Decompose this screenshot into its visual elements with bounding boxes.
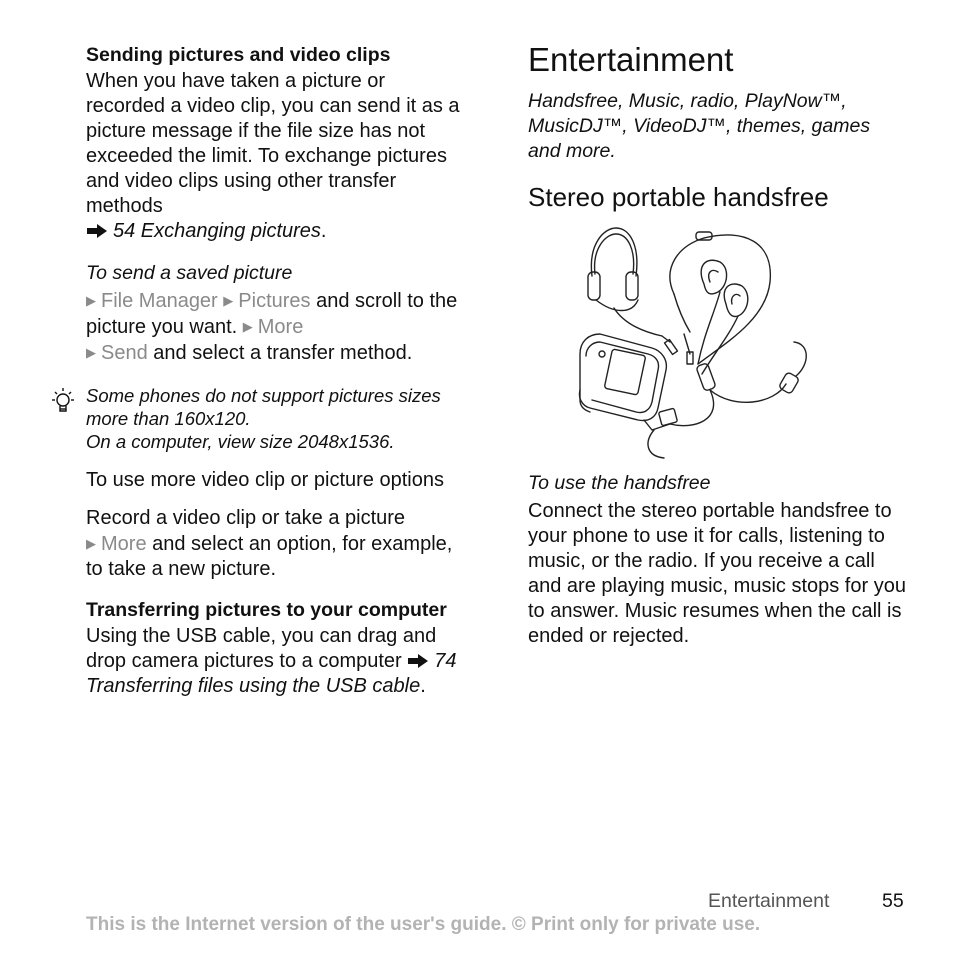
use-heading: To use the handsfree [528, 472, 711, 494]
triangle-right-icon: ▶ [223, 293, 234, 308]
left-column [86, 44, 466, 699]
arrow-right-icon [407, 653, 429, 669]
record-text2: and select an option, for example, to take a new picture. [86, 533, 453, 580]
more-options-text: To use more video clip or picture options [86, 469, 444, 491]
use-body: Connect the stereo portable handsfree to your phone to use it for calls, listening to music, or the radio. If you receive a call and are playing music, music stops for you to answer. Music resumes when the call is ended or rejected. [528, 500, 906, 647]
record-text1: Record a video clip or take a picture [86, 507, 406, 529]
menu-more: More [101, 533, 147, 555]
footer-section-name: Entertainment [708, 890, 830, 912]
send-saved-text2: and select a transfer method. [147, 342, 413, 364]
page-title: Entertainment [528, 41, 734, 78]
transfer-body-text: Using the USB cable, you can drag and drop camera pictures to a computer [86, 625, 437, 672]
send-saved-heading: To send a saved picture [86, 262, 293, 284]
tip-line1: Some phones do not support pictures sizes more than 160x120. [86, 385, 441, 429]
send-saved-steps [86, 288, 466, 366]
tip-line2: On a computer, view size 2048x1536. [86, 431, 395, 452]
arrow-right-icon [86, 223, 108, 239]
triangle-right-icon: ▶ [86, 536, 96, 551]
menu-pictures: Pictures [238, 290, 311, 312]
lightbulb-icon [48, 386, 78, 418]
sending-xref[interactable]: 54 Exchanging pictures [113, 220, 321, 242]
triangle-right-icon: ▶ [86, 345, 96, 360]
menu-file-manager: File Manager [101, 290, 218, 312]
transfer-body [86, 624, 466, 699]
sending-xref-tail: . [320, 220, 327, 242]
footer-notice: This is the Internet version of the user's guide. © Print only for private use. [86, 914, 761, 935]
send-saved-text1: and scroll to the picture you want. [86, 290, 458, 338]
menu-more: More [257, 316, 304, 338]
page-number: 55 [882, 890, 904, 912]
handsfree-illustration [574, 224, 814, 462]
page-subtitle: Handsfree, Music, radio, PlayNow™, MusicDJ™, VideoDJ™, themes, games and more. [528, 90, 871, 162]
sending-body [86, 69, 466, 244]
transfer-heading: Transferring pictures to your computer [86, 599, 447, 621]
section-heading: Stereo portable handsfree [528, 182, 829, 212]
transfer-xref-tail: . [420, 675, 426, 697]
menu-send: Send [101, 342, 148, 364]
triangle-right-icon: ▶ [86, 293, 96, 308]
sending-heading: Sending pictures and video clips [86, 44, 391, 66]
tip-block [86, 384, 466, 453]
transfer-xref[interactable]: 74 Transferring files using the USB cable [86, 650, 457, 697]
sending-body-text: When you have taken a picture or recorded a video clip, you can send it as a picture message if the file size has not exceeded the limit. To exchange pictures and video clips using other transfer methods [86, 70, 460, 217]
triangle-right-icon: ▶ [242, 319, 253, 334]
record-text [86, 506, 466, 582]
